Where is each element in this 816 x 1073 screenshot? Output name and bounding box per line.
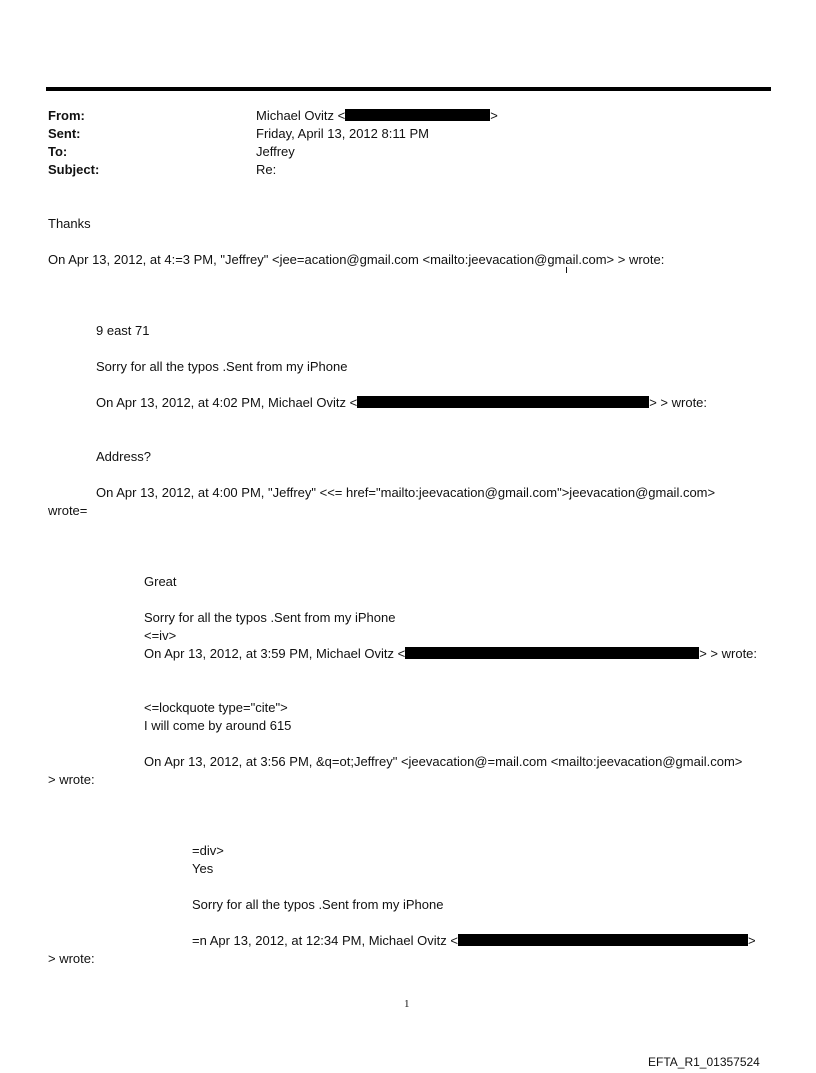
body-thanks: Thanks <box>48 216 91 231</box>
quote3-wrote: wrote= <box>48 503 88 518</box>
quote5-wrote: > wrote: <box>48 772 95 787</box>
redaction-bar <box>405 647 699 659</box>
div-tag-line-2: =div> <box>192 843 224 858</box>
address-reply: 9 east 71 <box>96 323 150 338</box>
typos-line-2: Sorry for all the typos .Sent from my iPhone <box>144 610 396 625</box>
from-value-text: Michael Ovitz < <box>256 108 346 123</box>
quote3-header: On Apr 13, 2012, at 4:00 PM, "Jeffrey" <<= href="mailto:jeevacation@gmail.com">jeevacation@gmail.com> <box>96 485 716 500</box>
blockquote-tag-line: <=lockquote type="cite"> <box>144 700 288 715</box>
div-tag-line: <=iv> <box>144 628 177 643</box>
from-value-end: > <box>490 108 498 123</box>
redaction-bar <box>458 934 748 946</box>
quote6-header <box>192 933 756 949</box>
to-value: Jeffrey <box>256 144 295 159</box>
redaction-bar <box>345 109 490 121</box>
quote4-header <box>144 646 757 662</box>
header-rule <box>46 87 771 91</box>
typos-line-3: Sorry for all the typos .Sent from my iPhone <box>192 897 444 912</box>
quote6-text: =n Apr 13, 2012, at 12:34 PM, Michael Ovitz < <box>192 933 458 948</box>
quote6-wrote: > wrote: <box>48 951 95 966</box>
scan-artifact <box>566 267 567 273</box>
quote2-end: > > wrote: <box>649 395 708 410</box>
come-by-reply: I will come by around 615 <box>144 718 292 733</box>
sent-label: Sent: <box>48 126 81 141</box>
quote6-end: > <box>747 933 756 948</box>
quote1-header: On Apr 13, 2012, at 4:=3 PM, "Jeffrey" <jee=acation@gmail.com <mailto:jeevacation@gmail.com> > wrote: <box>48 252 665 267</box>
redaction-bar <box>357 396 649 408</box>
address-question: Address? <box>96 449 151 464</box>
from-value <box>256 108 498 124</box>
quote5-header: On Apr 13, 2012, at 3:56 PM, &q=ot;Jeffrey" <jeevacation@=mail.com <mailto:jeevacation@gmail.com> <box>144 754 743 769</box>
typos-line-1: Sorry for all the typos .Sent from my iPhone <box>96 359 348 374</box>
yes-reply: Yes <box>192 861 214 876</box>
great-reply: Great <box>144 574 177 589</box>
from-label: From: <box>48 108 85 123</box>
page-number: 1 <box>404 998 410 1010</box>
to-label: To: <box>48 144 68 159</box>
document-id: EFTA_R1_01357524 <box>648 1055 760 1069</box>
subject-value: Re: <box>256 162 277 177</box>
sent-value: Friday, April 13, 2012 8:11 PM <box>256 126 429 141</box>
quote2-header <box>96 395 707 411</box>
quote2-text: On Apr 13, 2012, at 4:02 PM, Michael Ovitz < <box>96 395 358 410</box>
quote4-text: On Apr 13, 2012, at 3:59 PM, Michael Ovitz < <box>144 646 406 661</box>
subject-label: Subject: <box>48 162 100 177</box>
quote4-end: > > wrote: <box>699 646 758 661</box>
